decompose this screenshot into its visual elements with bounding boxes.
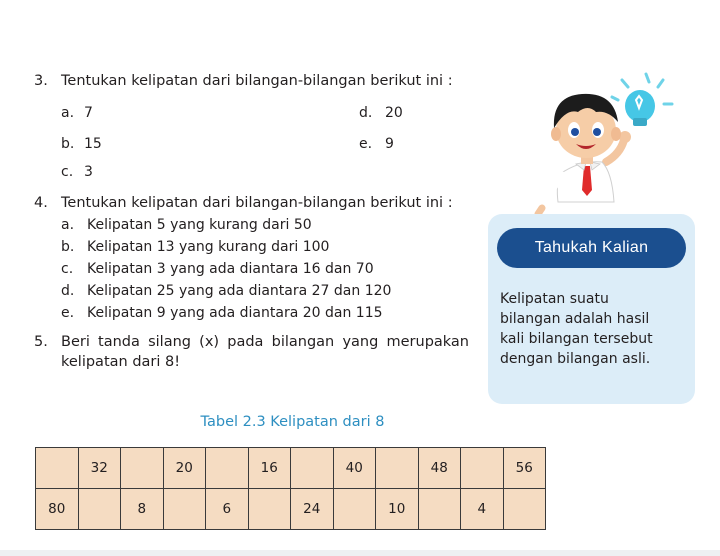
table-cell[interactable] <box>248 489 291 530</box>
cartoon-boy-illustration <box>528 62 678 214</box>
q3-item-a-label: a. <box>61 105 75 121</box>
table-cell[interactable] <box>78 489 121 530</box>
q3-item-c-label: c. <box>61 164 74 180</box>
q5-number: 5. <box>34 334 48 350</box>
q3-item-b-label: b. <box>61 136 75 152</box>
table-cell[interactable] <box>36 448 79 489</box>
table-cell[interactable]: 8 <box>121 489 164 530</box>
q4-text: Tentukan kelipatan dari bilangan-bilangan berikut ini : <box>61 195 453 211</box>
q4-item-c-value: Kelipatan 3 yang ada diantara 16 dan 70 <box>87 261 374 277</box>
q3-item-a-value: 7 <box>84 105 93 121</box>
info-line-2: bilangan adalah hasil <box>500 311 650 327</box>
info-box-text <box>500 289 653 369</box>
q4-item-a-label: a. <box>61 217 75 233</box>
q4-number: 4. <box>34 195 48 211</box>
table-cell[interactable]: 32 <box>78 448 121 489</box>
table-cell[interactable]: 56 <box>503 448 546 489</box>
info-line-3: kali bilangan tersebut <box>500 331 653 347</box>
q3-item-e-label: e. <box>359 136 373 152</box>
info-box-title: Tahukah Kalian <box>497 228 686 268</box>
table-cell[interactable]: 24 <box>291 489 334 530</box>
table-cell[interactable]: 6 <box>206 489 249 530</box>
table-cell[interactable]: 4 <box>461 489 504 530</box>
table-cell[interactable]: 48 <box>418 448 461 489</box>
q4-item-b-value: Kelipatan 13 yang kurang dari 100 <box>87 239 330 255</box>
q5-line2: kelipatan dari 8! <box>61 354 181 370</box>
table-row-2 <box>36 489 546 530</box>
table-cell[interactable]: 40 <box>333 448 376 489</box>
info-line-4: dengan bilangan asli. <box>500 351 651 367</box>
q4-item-d-value: Kelipatan 25 yang ada diantara 27 dan 120 <box>87 283 392 299</box>
q3-item-d-value: 20 <box>385 105 403 121</box>
table-cell[interactable] <box>333 489 376 530</box>
table-cell[interactable] <box>163 489 206 530</box>
table-row-1 <box>36 448 546 489</box>
table-cell[interactable]: 16 <box>248 448 291 489</box>
q3-item-d-label: d. <box>359 105 373 121</box>
q3-number: 3. <box>34 73 48 89</box>
table-cell[interactable] <box>461 448 504 489</box>
lightbulb-icon <box>625 90 655 126</box>
info-line-1: Kelipatan suatu <box>500 291 609 307</box>
q3-item-b-value: 15 <box>84 136 102 152</box>
table-cell[interactable]: 80 <box>36 489 79 530</box>
table-cell[interactable]: 20 <box>163 448 206 489</box>
multiples-table <box>35 447 546 530</box>
table-cell[interactable]: 10 <box>376 489 419 530</box>
q4-item-b-label: b. <box>61 239 75 255</box>
q4-item-e-value: Kelipatan 9 yang ada diantara 20 dan 115 <box>87 305 383 321</box>
table-cell[interactable] <box>376 448 419 489</box>
q3-item-e-value: 9 <box>385 136 394 152</box>
q4-item-e-label: e. <box>61 305 75 321</box>
table-cell[interactable] <box>503 489 546 530</box>
q4-item-a-value: Kelipatan 5 yang kurang dari 50 <box>87 217 312 233</box>
table-cell[interactable] <box>206 448 249 489</box>
table-caption: Tabel 2.3 Kelipatan dari 8 <box>200 414 385 430</box>
q5-line1: Beri tanda silang (x) pada bilangan yang merupakan <box>61 334 469 350</box>
q4-item-d-label: d. <box>61 283 75 299</box>
q3-text: Tentukan kelipatan dari bilangan-bilangan berikut ini : <box>61 73 453 89</box>
table-cell[interactable] <box>121 448 164 489</box>
table-cell[interactable] <box>418 489 461 530</box>
q3-item-c-value: 3 <box>84 164 93 180</box>
q4-item-c-label: c. <box>61 261 74 277</box>
table-cell[interactable] <box>291 448 334 489</box>
page-bottom-strip <box>0 550 720 556</box>
